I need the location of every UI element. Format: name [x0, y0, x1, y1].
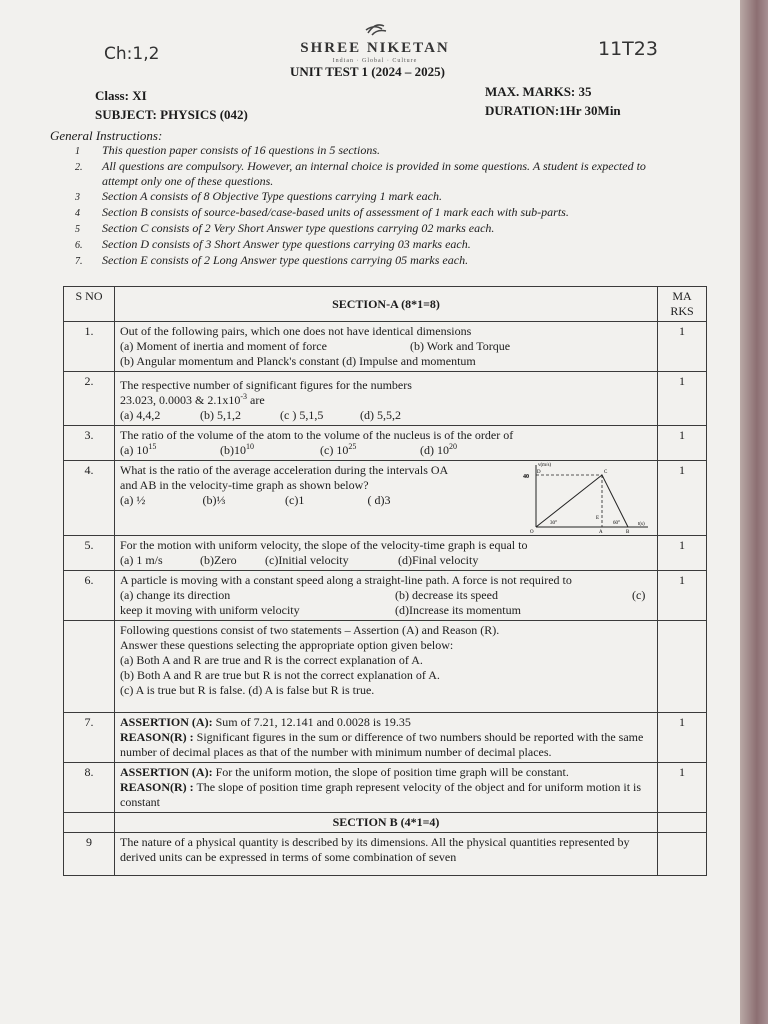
instruction-item: 6. Section D consists of 3 Short Answer type questions carrying 03 marks each.: [75, 237, 471, 251]
graph-y-axis-label: v(m/s): [538, 463, 552, 468]
question-number: 3.: [64, 426, 115, 461]
question-marks: 1: [658, 571, 707, 621]
question-marks: 1: [658, 372, 707, 426]
school-logo-icon: [290, 20, 460, 40]
question-text: ASSERTION (A): For the uniform motion, the slope of position time graph will be constant. REASON(R) : The slope of position time graph represent velocity of the object and for uniform motion it is constant: [115, 763, 658, 813]
graph-point-d: D: [537, 470, 541, 475]
question-text: The ratio of the volume of the atom to the volume of the nucleus is of the order of (a) $10^{15}$ $(b)10^{10}$ (c) $10^{25}$ (d) $10^{20}$: [115, 426, 658, 461]
table-row: [64, 322, 707, 372]
question-text: v(m/s) t(s) 40 30° 60° O A B C D E What is the ratio of the average acceleration during the intervals OA and AB in the velocity-time graph as shown below? (a) ½ (b)⅓ (c)1 ( d)3: [115, 461, 658, 536]
question-number: 5.: [64, 536, 115, 571]
question-marks: 1: [658, 536, 707, 571]
question-text: Out of the following pairs, which one does not have identical dimensions (a) Moment of inertia and moment of force (b) Work and Torque (b) Angular momentum and Planck's constant (d) Impulse and momentum: [115, 322, 658, 372]
school-tagline: Indian · Global · Culture: [332, 58, 418, 64]
max-marks: MAX. MARKS: 35: [485, 84, 592, 99]
question-text: A particle is moving with a constant speed along a straight-line path. A force is not required to (a) change its direction (b) decrease its speed (c) keep it moving with uniform velocity (d)Increase its momentum: [115, 571, 658, 621]
question-marks: 1: [658, 461, 707, 536]
instruction-item: 4 Section B consists of source-based/case-based units of assessment of 1 mark each with sub-parts.: [75, 205, 569, 219]
school-name: SHREE NIKETAN: [300, 40, 450, 56]
duration: DURATION:1Hr 30Min: [485, 103, 621, 118]
question-text: For the motion with uniform velocity, the slope of the velocity-time graph is equal to (a) 1 m/s (b)Zero (c)Initial velocity (d)Final velocity: [115, 536, 658, 571]
question-text: The nature of a physical quantity is described by its dimensions. All the physical quantities represented by derived units can be expressed in terms of some combination of seven: [115, 833, 658, 876]
background-edge: [740, 0, 768, 1024]
graph-x-axis-label: t(s): [638, 522, 645, 527]
table-row: [64, 713, 707, 763]
question-marks: 1: [658, 322, 707, 372]
question-text: ASSERTION (A): Sum of 7.21, 12.141 and 0.0028 is 19.35 REASON(R) : Significant figures in the sum or difference of two numbers should be reported with the same number of decimal places as that of the number with minimum number of decimal places.: [115, 713, 658, 763]
instructions-list: [75, 143, 675, 269]
question-marks: 1: [658, 426, 707, 461]
question-marks: 1: [658, 763, 707, 813]
handwritten-code: 11T23: [598, 38, 658, 60]
instruction-item: 3 Section A consists of 8 Objective Type questions carrying 1 mark each.: [75, 189, 442, 203]
question-number: 7.: [64, 713, 115, 763]
table-row: [64, 536, 707, 571]
class-label: Class: XI: [95, 88, 147, 103]
table-row: [64, 763, 707, 813]
question-text: The respective number of significant figures for the numbers 23.023, 0.0003 & $2.1x10^{-3}$ are (a) 4,4,2 (b) 5,1,2 (c ) 5,1,5 (d) 5,5,2: [115, 372, 658, 426]
instruction-item: 7. Section E consists of 2 Long Answer type questions carrying 05 marks each.: [75, 253, 469, 267]
instruction-item: 2. All questions are compulsory. However, an internal choice is provided in some questions. A student is expected to attempt only one of these questions.: [75, 159, 646, 188]
table-row: [64, 372, 707, 426]
graph-point-o: O: [530, 530, 534, 533]
velocity-time-graph: [522, 461, 652, 533]
graph-point-b: B: [626, 530, 630, 533]
question-table: [63, 286, 707, 876]
question-number: 4.: [64, 461, 115, 536]
graph-angle-1: 30°: [550, 521, 557, 526]
section-b-header: SECTION B (4*1=4): [115, 813, 658, 833]
sno-header: S NO: [64, 287, 115, 322]
graph-y-value: 40: [523, 474, 529, 480]
table-row: [64, 621, 707, 713]
question-number: 6.: [64, 571, 115, 621]
school-header: [290, 20, 460, 65]
question-number: 2.: [64, 372, 115, 426]
table-header-row: [64, 287, 707, 322]
test-title: UNIT TEST 1 (2024 – 2025): [290, 64, 445, 79]
table-row: [64, 833, 707, 876]
marks-header: MA RKS: [658, 287, 707, 322]
question-marks: 1: [658, 713, 707, 763]
handwritten-chapter-note: Ch:1,2: [104, 44, 160, 64]
section-a-header: SECTION-A (8*1=8): [115, 287, 658, 322]
question-number: 9: [64, 833, 115, 876]
table-row: [64, 571, 707, 621]
question-number: 8.: [64, 763, 115, 813]
instruction-item: 5 Section C consists of 2 Very Short Answer type questions carrying 02 marks each.: [75, 221, 495, 235]
table-row: [64, 461, 707, 536]
instructions-title: General Instructions:: [50, 128, 163, 143]
graph-angle-2: 60°: [613, 521, 620, 526]
graph-point-a: A: [599, 530, 603, 533]
table-row: [64, 813, 707, 833]
subject-label: SUBJECT: PHYSICS (042): [95, 107, 248, 122]
graph-point-c: C: [604, 470, 608, 475]
table-row: [64, 426, 707, 461]
graph-point-e: E: [596, 516, 600, 521]
instruction-item: 1 This question paper consists of 16 questions in 5 sections.: [75, 143, 381, 157]
question-number: 1.: [64, 322, 115, 372]
assertion-reason-intro: Following questions consist of two statements – Assertion (A) and Reason (R). Answer these questions selecting the appropriate option given below: (a) Both A and R are true and R is the correct explanation of A. (b) Both A and R are true but R is not the correct explanation of A. (c) A is true but R is false. (d) A is false but R is true.: [115, 621, 658, 713]
